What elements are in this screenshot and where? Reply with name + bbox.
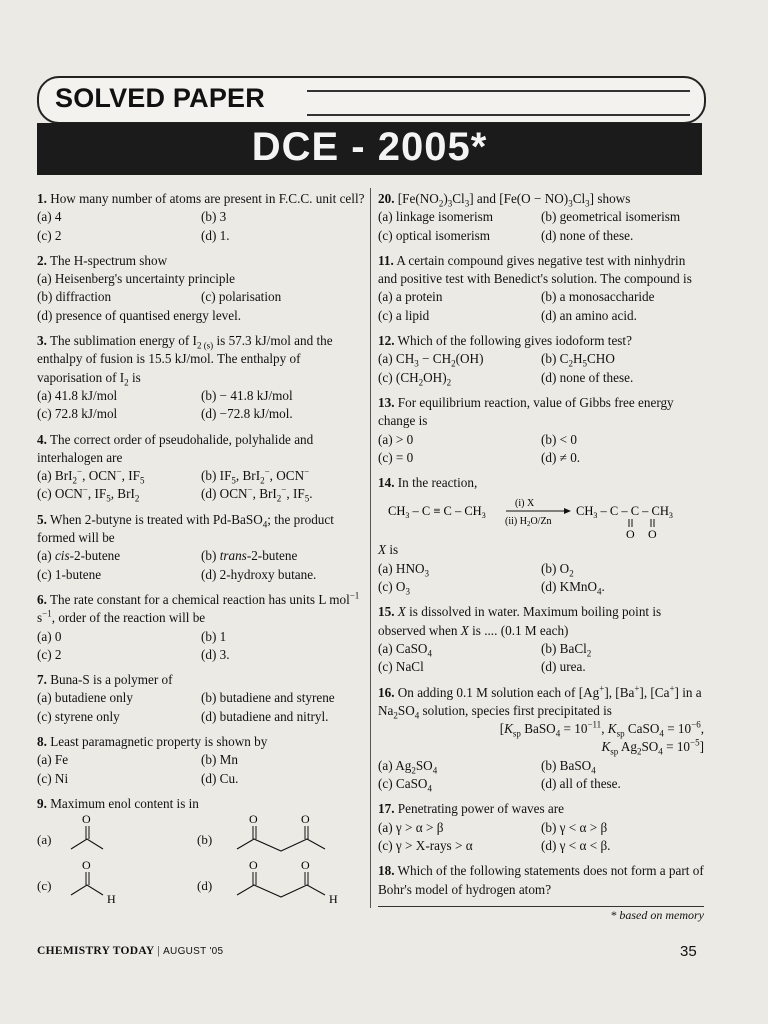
- question-20: 20. $[Fe(NO_2)_3Cl_3]$ and $[Fe(O - NO)_3Cl_3]$ shows (a) linkage isomerism (b) geometrical isomerism (c) optical isomerism (d) none of these.: [378, 190, 704, 245]
- question-18: 18. Which of the following statements does not form a part of Bohr's model of hydrogen atom?: [378, 863, 704, 897]
- question-4: 4. The correct order of pseudohalide, polyhalide and interhalogen are (a) BrI$_2$−, OCN−, $IF_5$ (b) $IF_5$, BrI$_2$−, OCN− (c) OCN−, $IF_5$, BrI$_2$ (d) OCN−, BrI$_2$−, $IF_5$.: [37, 431, 365, 504]
- option: (a) 0: [37, 628, 62, 644]
- question-13: 13. For equilibrium reaction, value of Gibbs free energy change is (a) > 0 (b) < 0 (c) = 0 (d) ≠ 0.: [378, 394, 704, 467]
- solved-paper-header: [37, 76, 706, 124]
- title-banner: [37, 123, 702, 175]
- option: (d) γ < α < β.: [541, 837, 611, 853]
- section-label: SOLVED PAPER: [55, 83, 265, 113]
- option: (c): [37, 878, 52, 894]
- option: (c) 2: [37, 227, 62, 243]
- question-16: 16. On adding 0.1 M solution each of [Ag+], [Ba+], [Ca+] in a $Na_2SO_4$ solution, species first precipitated is [$K_{sp}$ BaSO$_4$ = $10^{-11}$, $K_{sp}$ CaSO$_4$ = $10^{-6}$, $K_{sp}$ $Ag_2SO_4 = 10^{-5}$] (a) $Ag_2SO_4$ (b) BaSO$_4$ (c) CaSO$_4$ (d) all of these.: [378, 683, 704, 794]
- option: (d) presence of quantised energy level.: [37, 307, 242, 323]
- option: (d) an amino acid.: [541, 307, 637, 323]
- option: (c) 72.8 kJ/mol: [37, 406, 118, 422]
- question-14: 14. In the reaction, $CH_3 - C \equiv C - CH_3$ (i) X (ii) $H_2O/Zn$ $CH_3$ – C – C – $CH_3$ O O X is (a) $HNO_3$ (b) $O_2$ (c) $O_3$ (d) KMnO$_4$.: [378, 474, 704, 596]
- option: (b) $IF_5$, BrI$_2$−, OCN−: [201, 466, 310, 486]
- option: (b) BaCl$_2$: [541, 640, 592, 659]
- option: (b) trans-2-butene: [201, 548, 298, 564]
- question-8: 8. Least paramagnetic property is shown by (a) Fe (b) Mn (c) Ni (d) Cu.: [37, 733, 365, 788]
- option: (c) polarisation: [201, 289, 282, 305]
- question-9: 9. Maximum enol content is in (a) O (b) O O (c) O H (d) O O H: [37, 795, 365, 905]
- option: (b) geometrical isomerism: [541, 209, 681, 225]
- svg-text:O: O: [626, 527, 635, 540]
- option: (a) Fe: [37, 752, 69, 768]
- option: (d) ≠ 0.: [541, 449, 581, 465]
- option: (a) a protein: [378, 289, 443, 305]
- option: (c) OCN−, $IF_5$, BrI$_2$: [37, 485, 140, 505]
- option: (c) NaCl: [378, 659, 424, 675]
- acetone-structure: [65, 813, 115, 859]
- option: (d) none of these.: [541, 227, 634, 243]
- option: (b) $O_2$: [541, 560, 574, 579]
- option: (b) 1: [201, 628, 227, 644]
- svg-text:H: H: [107, 892, 116, 906]
- question-12: 12. Which of the following gives iodoform test? (a) $CH_3 - CH_2(OH)$ (b) $C_2H_5CHO$ (c) $(CH_2OH)_2$ (d) none of these.: [378, 332, 704, 387]
- option: (a) 41.8 kJ/mol: [37, 387, 118, 403]
- option: (d) 1.: [201, 227, 230, 243]
- option: (d) urea.: [541, 659, 586, 675]
- option: (c) 1-butene: [37, 566, 102, 582]
- svg-text:O: O: [249, 813, 258, 827]
- option: (a) linkage isomerism: [378, 209, 493, 225]
- option: (b) − 41.8 kJ/mol: [201, 387, 293, 403]
- option: (b) γ < α > β: [541, 819, 608, 835]
- option: (b) < 0: [541, 431, 578, 447]
- option: (d) −72.8 kJ/mol.: [201, 406, 293, 422]
- question-7: 7. Buna-S is a polymer of (a) butadiene only (b) butadiene and styrene (c) styrene only (d) butadiene and nitryl.: [37, 671, 365, 726]
- option: (d) KMnO$_4$.: [541, 579, 605, 597]
- question-3: 3. The sublimation energy of $I_{2 (s)}$ is 57.3 kJ/mol and the enthalpy of fusion is 15.5 kJ/mol. The enthalpy of vaporisation of $I_2$ is (a) 41.8 kJ/mol (b) − 41.8 kJ/mol (c) 72.8 kJ/mol (d) −72.8 kJ/mol.: [37, 332, 365, 423]
- header-rule-lines: [307, 90, 690, 116]
- option: (a) > 0: [378, 431, 414, 447]
- option: (c) optical isomerism: [378, 227, 491, 243]
- option: (d) Cu.: [201, 770, 239, 786]
- svg-text:H: H: [329, 892, 338, 906]
- svg-text:O: O: [648, 527, 657, 540]
- question-5: 5. When 2-butyne is treated with Pd-BaSO$_4$; the product formed will be (a) cis-2-butene (b) trans-2-butene (c) 1-butene (d) 2-hydroxy butane.: [37, 511, 365, 584]
- svg-text:O: O: [82, 859, 91, 873]
- option: (d) 3.: [201, 646, 230, 662]
- svg-text:O: O: [82, 813, 91, 827]
- option: (b) $C_2H_5CHO$: [541, 351, 615, 370]
- option: (c) $O_3$: [378, 579, 410, 597]
- option: (c) CaSO$_4$: [378, 776, 432, 794]
- option: (b) 3: [201, 209, 227, 225]
- option: (c) Ni: [37, 770, 69, 786]
- option: (a) $HNO_3$: [378, 560, 430, 579]
- question-6: 6. The rate constant for a chemical reaction has units L mol$^{-1}$ $s^{-1}$, order of the reaction will be (a) 0 (b) 1 (c) 2 (d) 3.: [37, 591, 365, 664]
- option: (b) a monosaccharide: [541, 289, 655, 305]
- question-15: 15. X is dissolved in water. Maximum boiling point is observed when X is .... (0.1 M each) (a) CaSO$_4$ (b) BaCl$_2$ (c) NaCl (d) urea.: [378, 603, 704, 676]
- option: (a) γ > α > β: [378, 819, 444, 835]
- question-2: 2. The H-spectrum show (a) Heisenberg's uncertainty principle (b) diffraction (c) polarisation (d) presence of quantised energy level.: [37, 252, 365, 325]
- option: (c) styrene only: [37, 708, 120, 724]
- option: (c) $(CH_2OH)_2$: [378, 369, 452, 388]
- svg-text:O: O: [301, 859, 310, 873]
- option: (b) diffraction: [37, 289, 112, 305]
- option: (a) butadiene only: [37, 690, 133, 706]
- option: (a) $Ag_2SO_4$: [378, 757, 438, 776]
- magazine-name: CHEMISTRY TODAY: [37, 945, 155, 957]
- question-17: 17. Penetrating power of waves are (a) γ > α > β (b) γ < α > β (c) γ > X-rays > α (d) γ < α < β.: [378, 800, 704, 855]
- svg-text:(i) X: (i) X: [515, 498, 535, 510]
- svg-text:O: O: [249, 859, 258, 873]
- option: (c) 2: [37, 646, 62, 662]
- option: (d) 2-hydroxy butane.: [201, 566, 317, 582]
- option: (d) butadiene and nitryl.: [201, 708, 329, 724]
- ketoaldehyde-structure: [227, 859, 357, 905]
- question-1: 1. How many number of atoms are present in F.C.C. unit cell? (a) 4 (b) 3 (c) 2 (d) 1.: [37, 190, 365, 245]
- svg-text:(ii) H2O/Zn: (ii) $H_2O/Zn$: [505, 516, 552, 529]
- option: (a) Heisenberg's uncertainty principle: [37, 271, 236, 287]
- option: (b) butadiene and styrene: [201, 690, 335, 706]
- option: (a): [37, 832, 52, 848]
- question-11: 11. A certain compound gives negative test with ninhydrin and positive test with Benedict's solution. The compound is (a) a protein (b) a monosaccharide (c) a lipid (d) an amino acid.: [378, 252, 704, 325]
- footnote: * based on memory: [378, 906, 704, 923]
- option: (a) 4: [37, 209, 62, 225]
- option: (a) cis-2-butene: [37, 548, 121, 564]
- paper-title: DCE - 2005*: [251, 125, 488, 169]
- column-divider: [370, 188, 371, 908]
- option: (a) BrI$_2$−, OCN−, $IF_5$: [37, 466, 145, 486]
- svg-text:CH3 – C – C – CH3: $CH_3$ – C – C – $CH_3$: [576, 504, 673, 521]
- option: (a) $CH_3 - CH_2(OH)$: [378, 351, 484, 370]
- footer: [37, 945, 223, 957]
- footer-separator: |: [157, 945, 164, 957]
- svg-text:CH3 – C ≡ C – CH3: $CH_3 - C \equiv C - CH_3$: [388, 504, 486, 521]
- issue-date: AUGUST '05: [163, 946, 224, 957]
- acetaldehyde-structure: [65, 859, 135, 905]
- option: (b) BaSO$_4$: [541, 757, 596, 776]
- option: (c) γ > X-rays > α: [378, 837, 473, 853]
- diketone-structure: [227, 813, 337, 859]
- option: (b): [197, 832, 213, 848]
- option: (d) all of these.: [541, 776, 621, 792]
- left-column: [37, 190, 365, 912]
- option: (d) none of these.: [541, 369, 634, 385]
- option: (a) CaSO$_4$: [378, 640, 432, 659]
- option: (d) OCN−, BrI$_2$−, $IF_5$.: [201, 485, 313, 505]
- page-number: 35: [680, 943, 697, 960]
- option: (c) a lipid: [378, 307, 430, 323]
- option: (b) Mn: [201, 752, 238, 768]
- right-column: [378, 190, 704, 906]
- svg-text:O: O: [301, 813, 310, 827]
- option: (d): [197, 878, 213, 894]
- option: (c) = 0: [378, 449, 414, 465]
- ozonolysis-equation: [388, 495, 698, 539]
